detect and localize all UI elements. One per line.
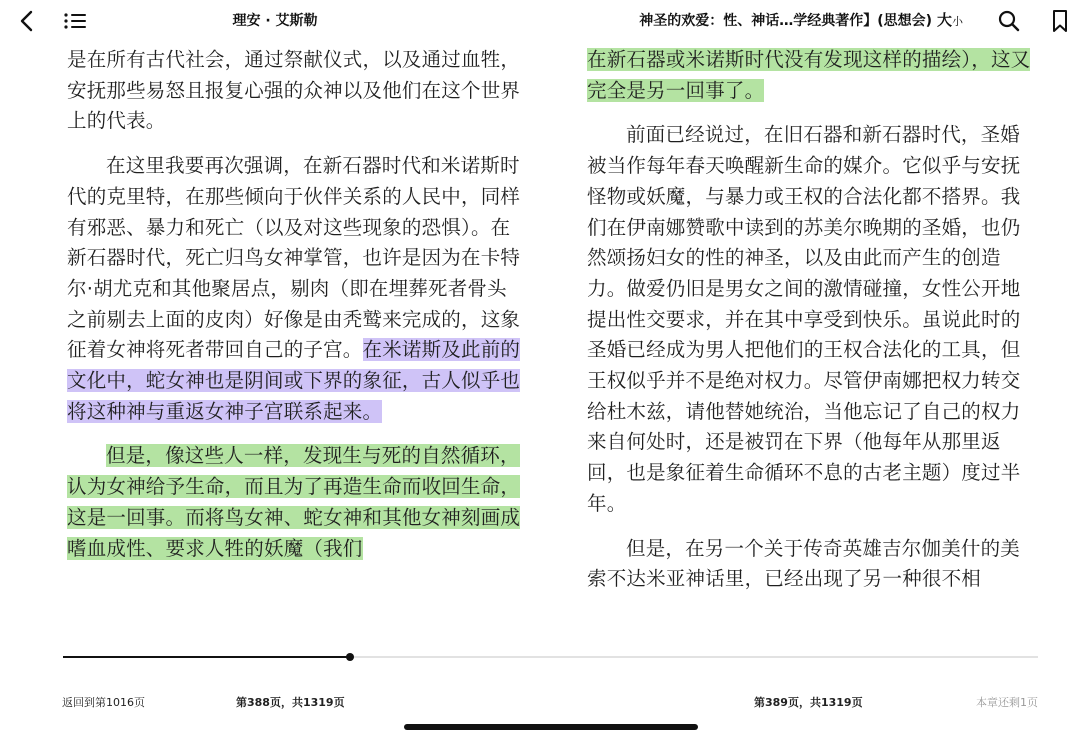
paragraph bbox=[67, 441, 521, 564]
chapter-remaining: 本章还剩1页 bbox=[976, 696, 1038, 709]
author-title: 理安 · 艾斯勒 bbox=[232, 13, 318, 29]
chevron-left-icon bbox=[17, 10, 37, 32]
reading-progress-slider[interactable] bbox=[63, 656, 1038, 658]
search-button[interactable] bbox=[994, 6, 1024, 36]
paragraph-text: 在这里我要再次强调，在新石器时代和米诺斯时代的克里特，在那些倾向于伙伴关系的人民中，同样有邪恶、暴力和死亡（以及对这些现象的恐惧）。在新石器时代，死亡归鸟女神掌管，也许是因为在卡特尔·胡尤克和其他聚居点，剔肉（即在埋葬死者骨头之前剔去上面的皮肉）好像是由秃鹫来完成的，这象征着女神将死者带回自己的子宫。 bbox=[67, 154, 521, 362]
right-page-number: 第389页，共1319页 bbox=[754, 696, 863, 709]
paragraph: 但是，在另一个关于传奇英雄吉尔伽美什的美索不达米亚神话里，已经出现了另一种很不相 bbox=[587, 536, 1021, 591]
bookmark-button[interactable] bbox=[1046, 6, 1074, 36]
left-page-number: 第388页，共1319页 bbox=[236, 696, 345, 709]
font-size-button[interactable] bbox=[937, 9, 971, 33]
progress-fill bbox=[63, 656, 350, 658]
green-highlight[interactable]: 在新石器或米诺斯时代没有发现这样的描绘），这又完全是另一回事了。 bbox=[587, 48, 1031, 102]
bookmark-icon bbox=[1052, 9, 1068, 33]
home-indicator[interactable] bbox=[404, 724, 698, 730]
table-of-contents-button[interactable] bbox=[60, 6, 90, 36]
paragraph bbox=[587, 45, 1039, 106]
paragraph: 是在所有古代社会，通过祭献仪式，以及通过血牲，安抚那些易怒且报复心强的众神以及他们在这个世界上的代表。 bbox=[67, 48, 521, 133]
search-icon bbox=[998, 10, 1020, 32]
book-title: 神圣的欢爱：性、神话…学经典著作】(思想会) bbox=[639, 13, 932, 29]
progress-handle[interactable] bbox=[346, 653, 354, 661]
purple-highlight[interactable]: 在米诺斯及此前的文化中，蛇女神也是阴间或下界的象征，古人似乎也将这种神与重返女神子宫联系起来。 bbox=[67, 338, 521, 423]
paragraph bbox=[67, 151, 521, 427]
list-icon bbox=[63, 12, 87, 30]
font-size-small-label: 小 bbox=[952, 15, 964, 28]
left-page bbox=[67, 45, 521, 612]
back-button[interactable] bbox=[12, 6, 42, 36]
paragraph: 前面已经说过，在旧石器和新石器时代，圣婚被当作每年春天唤醒新生命的媒介。它似乎与安抚怪物或妖魔，与暴力或王权的合法化都不搭界。我们在伊南娜赞歌中读到的苏美尔晚期的圣婚，也仍然颂扬妇女的性的神圣，以及由此而产生的创造力。做爱仍旧是男女之间的激情碰撞，女性公开地提出性交要求，并在其中享受到快乐。虽说此时的圣婚已经成为男人把他们的王权合法化的工具，但王权似乎并不是绝对权力。尽管伊南娜把权力转交给杜木兹，请他替她统治，当他忘记了自己的权力来自何处时，还是被罚在下界（他每年从那里返回，也是象征着生命循环不息的古老主题）度过半年。 bbox=[587, 123, 1021, 515]
green-highlight[interactable]: 但是，像这些人一样，发现生与死的自然循环，认为女神给予生命，而且为了再造生命而收回生命，这是一回事。而将鸟女神、蛇女神和其他女神刻画成嗜血成性、要求人牲的妖魔（我们 bbox=[67, 444, 521, 560]
right-page bbox=[587, 45, 1039, 612]
font-size-large-label: 大 bbox=[937, 11, 953, 29]
back-to-page-link[interactable]: 返回到第1016页 bbox=[62, 696, 145, 709]
